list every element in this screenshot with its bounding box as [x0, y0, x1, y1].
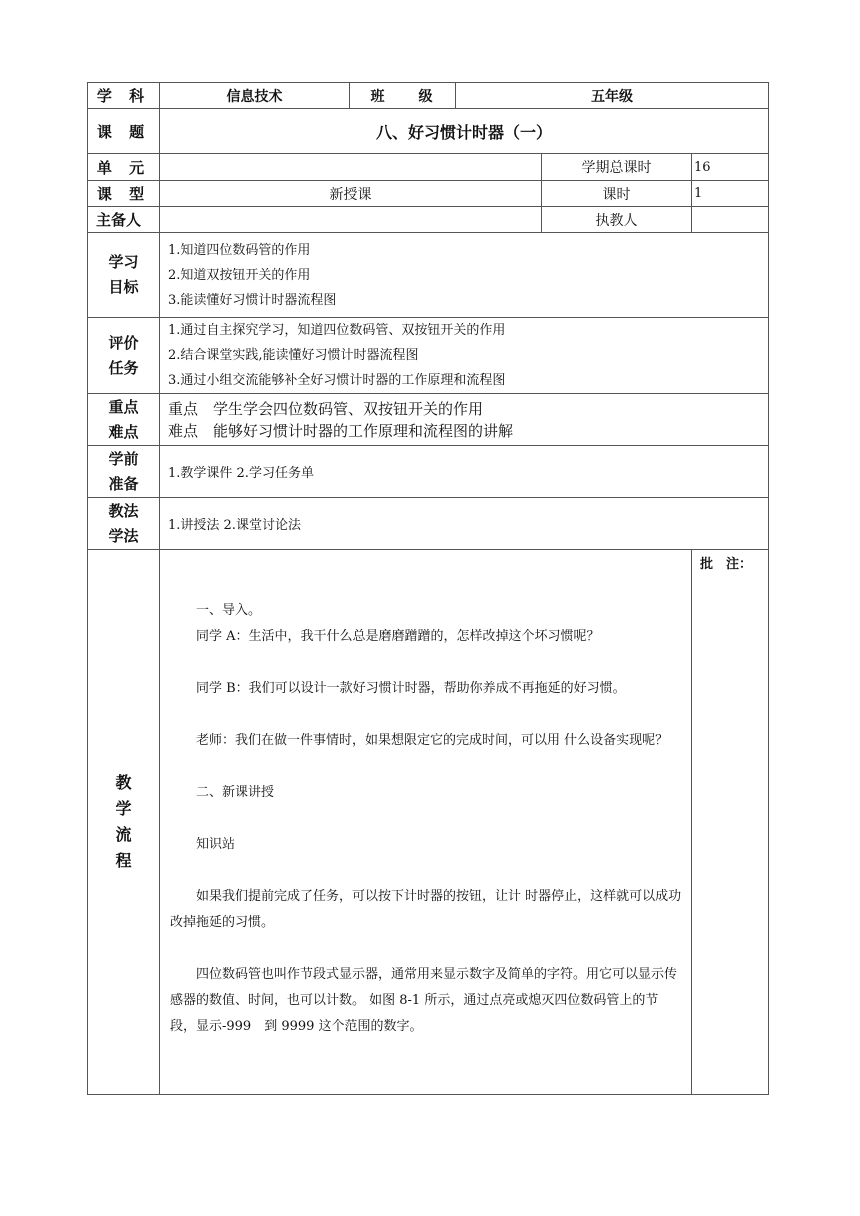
goals-label	[88, 233, 160, 318]
goals-row	[88, 233, 769, 318]
flow-paragraph: 老师：我们在做一件事情时，如果想限定它的完成时间，可以用 什么设备实现呢？	[196, 733, 669, 748]
evaluation-item: 3.通过小组交流能够补全好习惯计时器的工作原理和流程图	[168, 373, 506, 388]
key-points-row	[88, 394, 769, 446]
goals-list	[160, 233, 769, 318]
evaluation-label-line-2: 任务	[108, 358, 139, 377]
lesson-type-value: 新授课	[160, 181, 542, 207]
flow-label-char: 学	[115, 799, 132, 818]
evaluation-label-line-1: 评价	[108, 333, 139, 352]
teacher-label: 执教人	[542, 207, 692, 233]
methods-label	[88, 498, 160, 550]
flow-section-heading: 二、新课讲授	[196, 785, 275, 800]
unit-value	[160, 154, 542, 181]
key-points-label-line-2: 难点	[108, 422, 139, 441]
preparer-label: 主备人	[88, 207, 160, 233]
flow-subheading: 知识站	[196, 837, 236, 852]
preparer-value	[160, 207, 542, 233]
total-hours-label: 学期总课时	[542, 154, 692, 181]
topic-label: 课 题	[88, 109, 160, 154]
flow-paragraph: 四位数码管也叫作节段式显示器，通常用来显示数字及简单的字符。用它可以显示传感器的数值、时间，也可以计数。 如图 8-1 所示，通过点亮或熄灭四位数码管上的节段，显示-999 到 9999 这个范围的数字。	[170, 967, 678, 1034]
class-value: 五年级	[456, 83, 769, 109]
preparer-row	[88, 207, 769, 233]
goals-label-line-2: 目标	[108, 278, 139, 296]
key-points-content	[160, 394, 769, 446]
hours-label: 课时	[542, 181, 692, 207]
key-points-label	[88, 394, 160, 446]
hours-value: 1	[692, 181, 769, 207]
flow-paragraph: 一、导入。	[196, 603, 262, 618]
teacher-value	[692, 207, 769, 233]
methods-row	[88, 498, 769, 550]
goal-item: 3.能读懂好习惯计时器流程图	[168, 292, 337, 308]
total-hours-value: 16	[692, 154, 769, 181]
unit-label: 单 元	[88, 154, 160, 181]
unit-row	[88, 154, 769, 181]
teaching-flow-label	[88, 550, 160, 1095]
topic-value: 八、好习惯计时器（一）	[160, 109, 769, 154]
key-points-label-line-1: 重点	[108, 397, 139, 416]
flow-paragraph: 同学 B：我们可以设计一款好习惯计时器，帮助你养成不再拖延的好习惯。	[196, 681, 626, 696]
preparation-row	[88, 446, 769, 498]
goals-label-line-1: 学习	[108, 253, 139, 271]
evaluation-item: 2.结合课堂实践,能读懂好习惯计时器流程图	[168, 348, 419, 363]
subject-row	[88, 83, 769, 109]
preparation-label	[88, 446, 160, 498]
annotation-label: 批 注：	[700, 557, 753, 572]
evaluation-list	[160, 318, 769, 394]
goal-item: 2.知道双按钮开关的作用	[168, 267, 311, 283]
methods-value: 1.讲授法 2.课堂讨论法	[160, 498, 769, 550]
evaluation-row	[88, 318, 769, 394]
key-point: 重点 学生学会四位数码管、双按钮开关的作用	[168, 399, 484, 418]
lesson-plan-table	[87, 82, 769, 1095]
flow-label-char: 流	[115, 825, 132, 844]
lesson-type-row	[88, 181, 769, 207]
preparation-label-line-1: 学前	[108, 449, 139, 468]
flow-paragraph: 同学 A：生活中，我干什么总是磨磨蹭蹭的，怎样改掉这个坏习惯呢？	[196, 629, 600, 644]
evaluation-label	[88, 318, 160, 394]
annotation-column	[692, 550, 769, 1095]
goal-item: 1.知道四位数码管的作用	[168, 242, 311, 258]
preparation-value: 1.教学课件 2.学习任务单	[160, 446, 769, 498]
subject-label: 学 科	[88, 83, 160, 109]
difficult-point: 难点 能够好习惯计时器的工作原理和流程图的讲解	[168, 421, 514, 440]
flow-paragraph: 如果我们提前完成了任务，可以按下计时器的按钮，让计 时器停止，这样就可以成功改掉拖延的习惯。	[170, 889, 682, 930]
preparation-label-line-2: 准备	[108, 474, 139, 493]
teaching-flow-row	[88, 550, 769, 1095]
teaching-flow-content	[160, 550, 692, 1095]
flow-label-char: 教	[115, 773, 132, 792]
evaluation-item: 1.通过自主探究学习，知道四位数码管、双按钮开关的作用	[168, 323, 506, 338]
subject-value: 信息技术	[160, 83, 350, 109]
class-label: 班 级	[350, 83, 456, 109]
methods-label-line-2: 学法	[108, 526, 139, 545]
flow-label-char: 程	[115, 851, 132, 870]
topic-row	[88, 109, 769, 154]
methods-label-line-1: 教法	[108, 501, 139, 520]
lesson-type-label: 课 型	[88, 181, 160, 207]
